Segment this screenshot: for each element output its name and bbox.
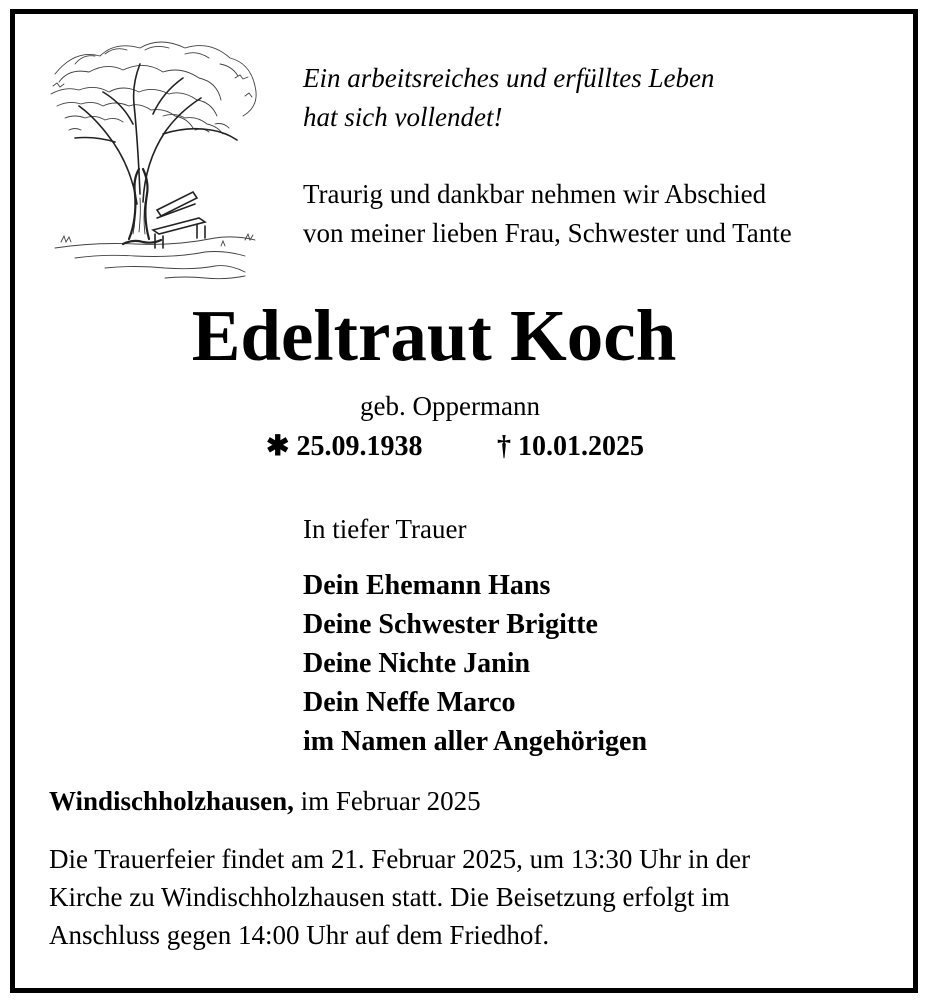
list-item: Deine Schwester Brigitte — [303, 609, 598, 640]
deceased-name: Edeltraut Koch — [191, 295, 677, 376]
birth-name: geb. Oppermann — [360, 391, 540, 421]
motto — [303, 59, 714, 137]
intro-line-2: von meiner lieben Frau, Schwester und Tante — [303, 218, 792, 248]
birth-star-icon: ✱ — [266, 431, 290, 462]
death-date: 10.01.2025 — [518, 431, 644, 462]
grief-line: In tiefer Trauer — [303, 514, 467, 544]
tree-bench-illustration-icon — [45, 34, 269, 284]
service-line-1: Die Trauerfeier findet am 21. Februar 2025, um 13:30 Uhr in der — [49, 844, 751, 874]
service-line-2: Kirche zu Windischholzhausen statt. Die Beisetzung erfolgt im — [49, 882, 730, 912]
list-item: Deine Nichte Janin — [303, 648, 531, 679]
list-item: Dein Ehemann Hans — [303, 570, 551, 601]
service-info — [49, 840, 889, 954]
intro-text — [303, 175, 792, 253]
place-town: Windischholzhausen, — [49, 786, 294, 816]
birth-date: 25.09.1938 — [296, 431, 423, 462]
motto-line-1: Ein arbeitsreiches und erfülltes Leben — [303, 63, 715, 93]
obituary-frame — [10, 9, 918, 993]
place-date: im Februar 2025 — [293, 786, 481, 816]
birth-date-group — [266, 427, 422, 467]
mourners-list — [303, 566, 647, 761]
death-date-group — [497, 427, 644, 467]
list-item: Dein Neffe Marco — [303, 687, 516, 718]
motto-line-2: hat sich vollendet! — [303, 102, 503, 132]
list-item: im Namen aller Angehörigen — [303, 726, 648, 757]
death-cross-icon: † — [497, 431, 511, 462]
service-line-3: Anschluss gegen 14:00 Uhr auf dem Friedhof. — [49, 920, 550, 950]
place-date-line — [49, 782, 481, 820]
intro-line-1: Traurig und dankbar nehmen wir Abschied — [303, 179, 767, 209]
